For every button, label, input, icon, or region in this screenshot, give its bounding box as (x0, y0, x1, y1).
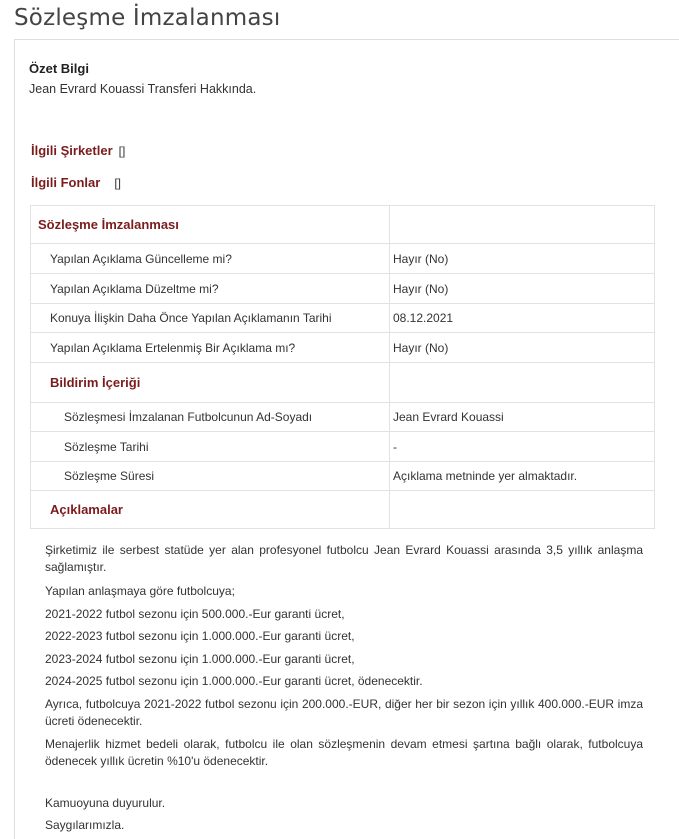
table-section-header (31, 363, 655, 403)
body-paragraph: 2023-2024 futbol sezonu için 1.000.000.-Eur garanti ücret, (45, 652, 355, 666)
body-paragraph: Şirketimiz ile serbest statüde yer alan profesyonel futbolcu Jean Evrard Kouassi arasında 3,5 yıllık anlaşma sağlamıştır. (45, 543, 643, 574)
row-label: Yapılan Açıklama Ertelenmiş Bir Açıklama mı? (31, 333, 390, 362)
body-paragraph: 2022-2023 futbol sezonu için 1.000.000.-Eur garanti ücret, (45, 629, 355, 643)
row-label: Yapılan Açıklama Düzeltme mi? (31, 274, 390, 303)
row-value: - (390, 432, 655, 461)
related-companies-value: [] (118, 144, 126, 158)
related-funds[interactable] (31, 175, 121, 190)
section-empty-cell (390, 363, 655, 402)
related-funds-value: [] (114, 176, 122, 190)
section-empty-cell (390, 206, 655, 243)
section-empty-cell (390, 491, 655, 528)
row-label: Sözleşme Tarihi (31, 432, 390, 461)
related-companies[interactable] (31, 143, 125, 158)
body-paragraph: 2021-2022 futbol sezonu için 500.000.-Eur garanti ücret, (45, 607, 345, 621)
body-paragraph: 2024-2025 futbol sezonu için 1.000.000.-Eur garanti ücret, ödenecektir. (45, 674, 423, 688)
table-row (31, 432, 655, 462)
row-label: Konuya İlişkin Daha Önce Yapılan Açıklamanın Tarihi (31, 304, 390, 332)
body-paragraph: Ayrıca, futbolcuya 2021-2022 futbol sezonu için 200.000.-EUR, diğer her bir sezon için yıllık 400.000.-EUR imza ücreti ödenecektir. (45, 697, 643, 728)
summary-text: Jean Evrard Kouassi Transferi Hakkında. (29, 82, 257, 96)
table-row (31, 462, 655, 491)
section-title-content: Bildirim İçeriği (31, 363, 390, 402)
table-row (31, 274, 655, 304)
row-label: Sözleşmesi İmzalanan Futbolcunun Ad-Soyadı (31, 403, 390, 431)
table-row (31, 403, 655, 432)
summary-heading: Özet Bilgi (29, 61, 89, 76)
section-title-notes: Açıklamalar (31, 491, 390, 528)
row-value: Hayır (No) (390, 244, 655, 273)
body-paragraph: Kamuoyuna duyurulur. (45, 796, 166, 810)
table-section-header (31, 206, 655, 244)
page-title: Sözleşme İmzalanması (14, 5, 281, 31)
table-row (31, 244, 655, 274)
table-row (31, 333, 655, 363)
table-section-header (31, 491, 655, 529)
row-label: Yapılan Açıklama Güncelleme mi? (31, 244, 390, 273)
row-value: 08.12.2021 (390, 304, 655, 332)
related-companies-label[interactable]: İlgili Şirketler (31, 143, 113, 158)
row-value: Açıklama metninde yer almaktadır. (390, 462, 655, 490)
related-funds-label[interactable]: İlgili Fonlar (31, 175, 101, 190)
disclosure-table (30, 205, 655, 529)
body-paragraph: Yapılan anlaşmaya göre futbolcuya; (45, 584, 235, 598)
row-value: Hayır (No) (390, 333, 655, 362)
row-value: Jean Evrard Kouassi (390, 403, 655, 431)
row-label: Sözleşme Süresi (31, 462, 390, 490)
body-paragraph: Menajerlik hizmet bedeli olarak, futbolcu ile olan sözleşmenin devam etmesi şartına bağlı olarak, futbolcuya ödenecek yıllık ücretin %10'u ödenecektir. (45, 737, 643, 768)
table-row (31, 304, 655, 333)
body-paragraph: Saygılarımızla. (45, 818, 125, 832)
section-title-main: Sözleşme İmzalanması (31, 206, 390, 243)
row-value: Hayır (No) (390, 274, 655, 303)
